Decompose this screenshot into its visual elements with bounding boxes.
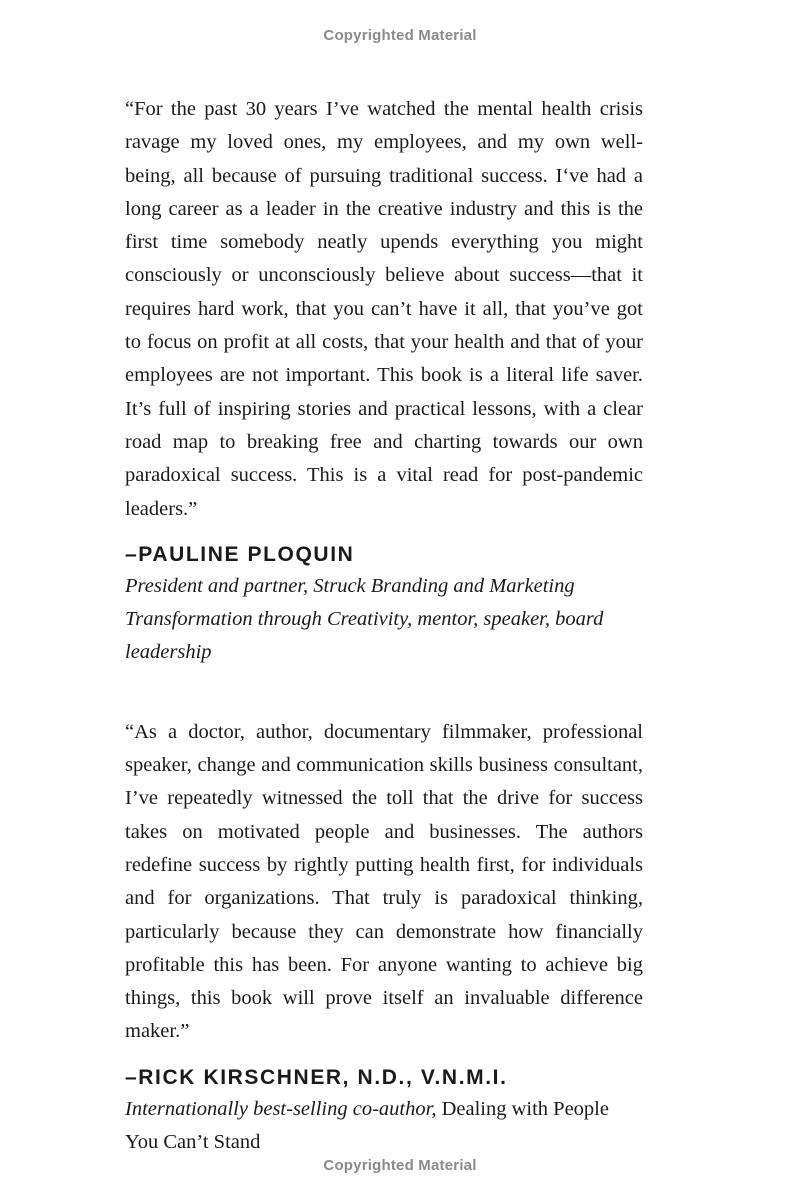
testimonial-rick-kirschner [125, 716, 643, 1160]
testimonial-author-role: President and partner, Struck Branding and Marketing Transformation through Creativity, mentor, speaker, board leadership [125, 574, 604, 664]
testimonial-author-name: –RICK KIRSCHNER, N.D., V.N.M.I. [125, 1065, 508, 1089]
copyright-watermark-top: Copyrighted Material [323, 27, 477, 44]
testimonial-quote: “As a doctor, author, documentary filmmaker, professional speaker, change and communication skills business consultant, I’ve repeatedly witnessed the toll that the drive for success takes on motivated people and businesses. The authors redefine success by rightly putting health first, for individuals and for organizations. That truly is paradoxical thinking, particularly because they can demonstrate how financially profitable this has been. For anyone wanting to achieve big things, this book will prove itself an invaluable difference maker.” [125, 720, 643, 1043]
author-role-text: Internationally best-selling co-author, [125, 1097, 437, 1120]
testimonials-page [125, 93, 643, 1159]
copyright-watermark-bottom: Copyrighted Material [323, 1157, 477, 1174]
testimonial-author-role [125, 1093, 643, 1160]
testimonial-pauline-ploquin [125, 93, 643, 670]
book-title: Dealing with People You Can’t Stand [125, 1097, 609, 1154]
testimonial-author-name: –PAULINE PLOQUIN [125, 542, 355, 566]
testimonial-quote: “For the past 30 years I’ve watched the mental health crisis ravage my loved ones, my employees, and my own well-being, all because of pursuing traditional success. I‘ve had a long career as a leader in the creative industry and this is the first time somebody neatly upends everything you might consciously or unconsciously believe about success—that it requires hard work, that you can’t have it all, that you’ve got to focus on profit at all costs, that your health and that of your employees are not important. This book is a literal life saver. It’s full of inspiring stories and practical lessons, with a clear road map to breaking free and charting towards our own paradoxical success. This is a vital read for post-pandemic leaders.” [125, 98, 643, 520]
